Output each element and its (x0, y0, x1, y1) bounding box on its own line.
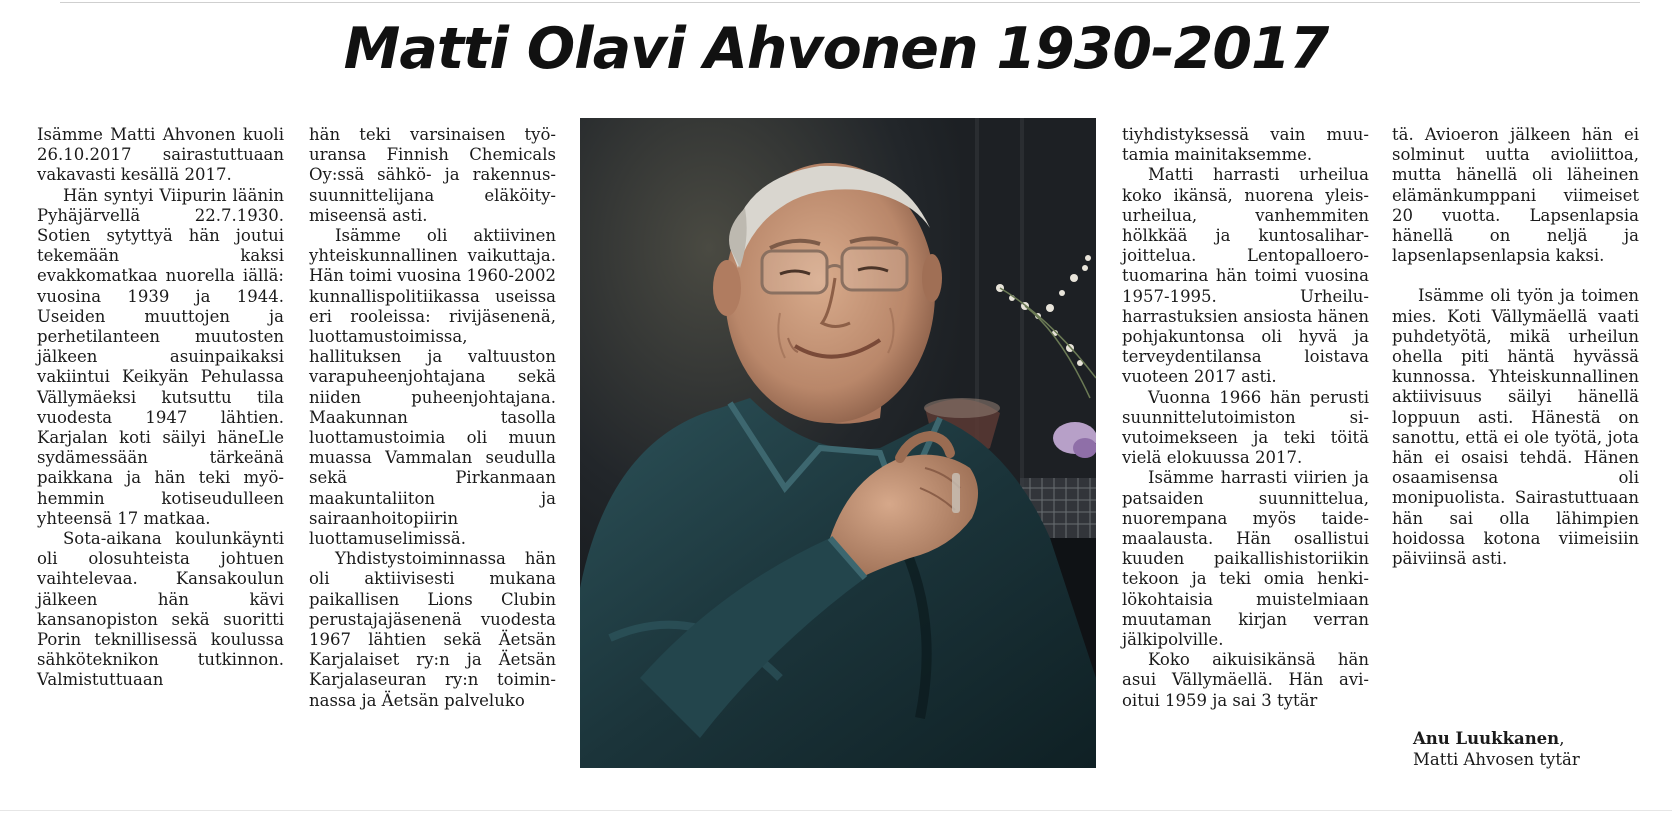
author-signature (1413, 728, 1580, 770)
paragraph: Sota-aikana koulunkäynti oli olosuhteista johtuen vaihtelevaa. Kansakoulun jälkeen hän kävi kansanopiston sekä suoritti Porin teknillisessä koulussa sähköteknikon tutkinnon. Valmistuttuaan (37, 529, 284, 690)
page-title: Matti Olavi Ahvonen 1930-2017 (343, 16, 1329, 82)
article-column-2 (309, 125, 556, 711)
paragraph: Koko aikuisikänsä hän asui Vällymäellä. Hän avioitui 1959 ja sai 3 tytär (1122, 650, 1369, 710)
paragraph: Hän syntyi Viipurin läänin Pyhäjärvellä 22.7.1930. Sotien sytyttyä hän joutui tekemään kaksi evakkomatkaa nuorella iällä: vuosina 1939 ja 1944. Useiden muuttojen ja perhetilanteen muutosten jälkeen asuinpaikaksi vakiintui Keikyän Pehulassa Vällymäeksi kutsuttu tila vuodesta 1947 lähtien. Karjalan koti säilyi häneLle sydämessään tärkeänä paikkana ja hän teki myöhemmin kotiseudulleen yhteensä 17 matkaa. (37, 185, 284, 528)
paragraph: tiyhdistyksessä vain muutamia mainitaksemme. (1122, 125, 1369, 165)
paragraph: Yhdistystoiminnassa hän oli aktiivisesti mukana paikallisen Lions Clubin perustajajäsenenä vuodesta 1967 lähtien sekä Äetsän Karjalaiset ry:n ja Äetsän Karjalaseuran ry:n toiminnassa ja Äetsän palveluko (309, 549, 556, 710)
top-rule (60, 2, 1640, 3)
article-column-3 (1122, 125, 1369, 711)
paragraph: Matti harrasti urheilua koko ikänsä, nuorena yleisurheilua, vanhemmiten hölkkää ja kuntosaliharjoittelua. Lentopalloerotuomarina hän toimi vuosina 1957-1995. Urheiluharrastuksien ansiosta hänen pohjakuntonsa oli hyvä ja terveydentilansa loistava vuoteen 2017 asti. (1122, 165, 1369, 387)
article-column-1 (37, 125, 284, 691)
portrait-photo (580, 118, 1096, 768)
author-name: Anu Luukkanen (1413, 729, 1560, 748)
author-separator: , (1559, 729, 1565, 748)
paragraph: hän teki varsinaisen työuransa Finnish Chemicals Oy:ssä sähkö- ja rakennussuunnittelijana eläköitymiseensä asti. (309, 125, 556, 225)
bottom-rule (0, 810, 1672, 811)
paragraph: Isämme Matti Ahvonen kuoli 26.10.2017 sairastuttuaan vakavasti kesällä 2017. (37, 125, 284, 185)
paragraph: tä. Avioeron jälkeen hän ei solminut uutta avioliittoa, mutta hänellä oli läheinen elämänkumppani viimeiset 20 vuotta. Lapsenlapsia hänellä on neljä ja lapsenlapsenlapsia kaksi. (1392, 125, 1639, 266)
paragraph: Vuonna 1966 hän perusti suunnittelutoimiston sivutoimekseen ja teki töitä vielä elokuussa 2017. (1122, 387, 1369, 468)
author-role: Matti Ahvosen tytär (1413, 750, 1580, 769)
portrait-photo-icon (580, 118, 1096, 768)
paragraph: Isämme harrasti viirien ja patsaiden suunnittelua, nuorempana myös taidemaalausta. Hän osallistui kuuden paikallishistoriikin tekoon ja teki omia henkilökohtaisia muistelmiaan muutaman kirjan verran jälkipolville. (1122, 468, 1369, 650)
paragraph: Isämme oli aktiivinen yhteiskunnallinen vaikuttaja. Hän toimi vuosina 1960-2002 kunnallispolitiikassa useissa eri rooleissa: rivijäsenenä, luottamustoimissa, hallituksen ja valtuuston varapuheenjohtajana sekä niiden puheenjohtajana. Maakunnan tasolla luottamustoimia oli muun muassa Vammalan seudulla sekä Pirkanmaan maakuntaliiton ja sairaanhoitopiirin luottamuselimissä. (309, 226, 557, 549)
article-column-4 (1392, 125, 1639, 569)
paragraph: Isämme oli työn ja toimen mies. Koti Vällymäellä vaati puhdetyötä, mikä urheilun ohella piti häntä hyvässä kunnossa. Yhteiskunnallinen aktiivisuus säilyi hänellä loppuun asti. Hänestä on sanottu, että ei ole työtä, jota hän ei osaisi tehdä. Hänen osaamisensa oli monipuolista. Sairastuttuaan hän sai olla lähimpien hoidossa kotona viimeisiin päiviinsä asti. (1392, 286, 1639, 569)
